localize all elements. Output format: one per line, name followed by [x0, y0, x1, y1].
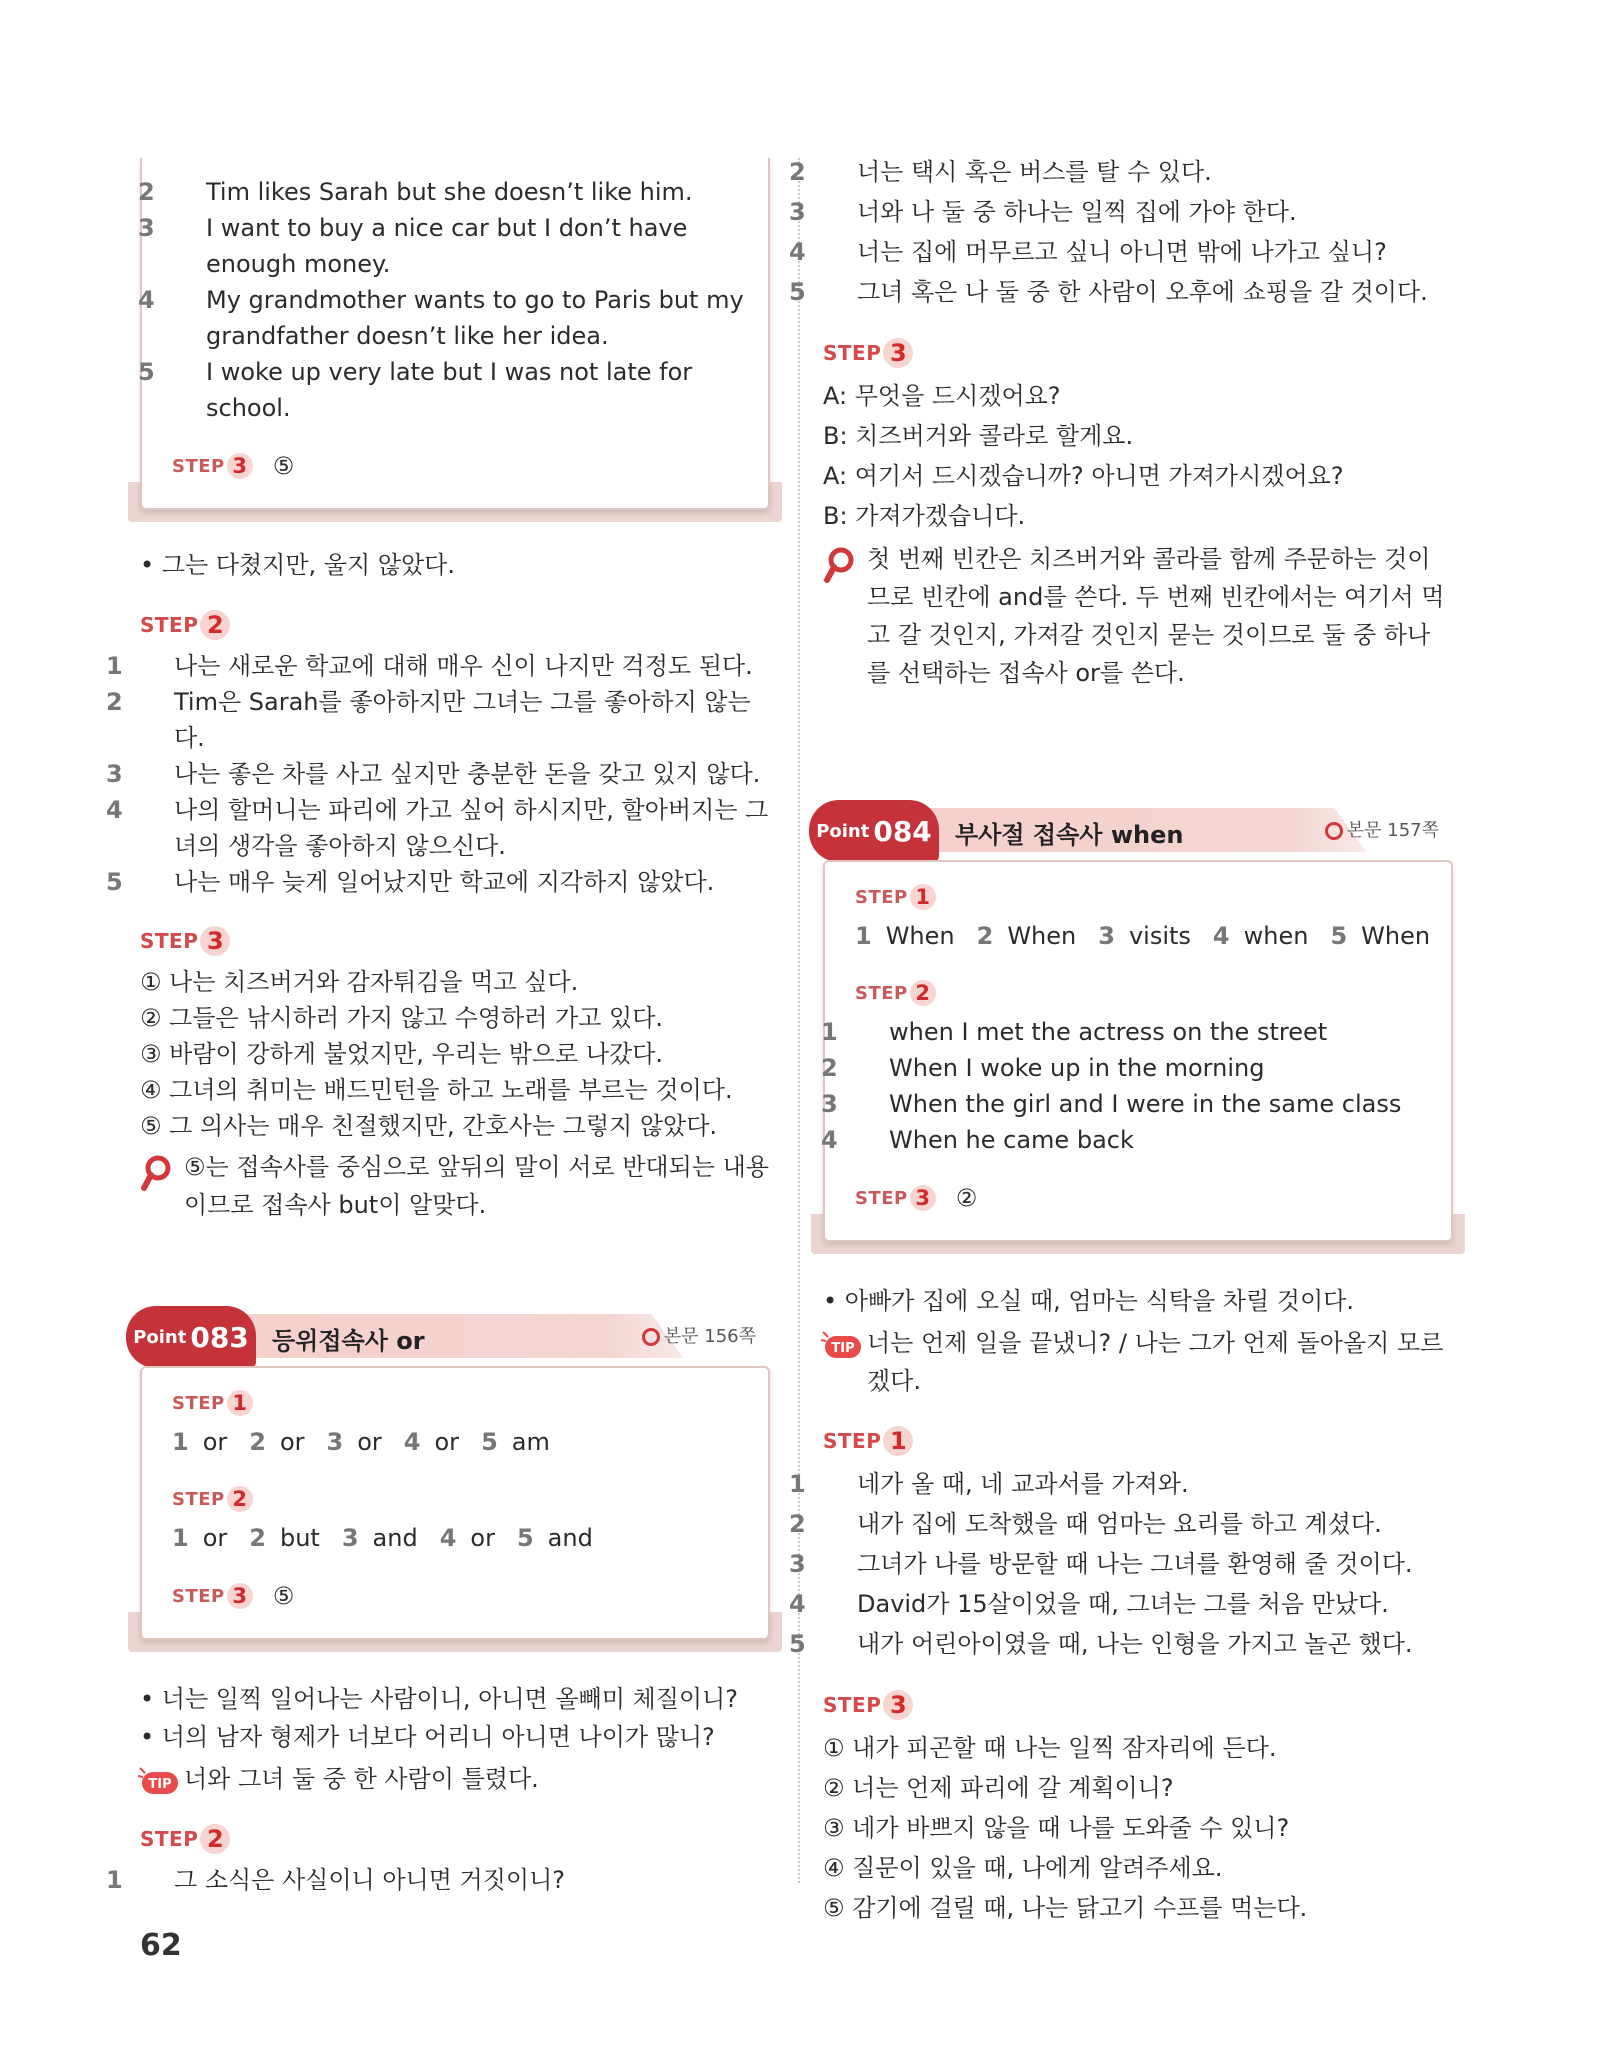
- list-item: 1 when I met the actress on the street: [821, 1018, 1328, 1046]
- bullet-text: • 너는 일찍 일어나는 사람이니, 아니면 올빼미 체질이니?: [140, 1680, 770, 1718]
- answer-row: 1 or 2 but 3 and 4 or 5 and: [172, 1524, 593, 1552]
- reference-dot-icon: [1325, 822, 1343, 840]
- answer-row: 1 When 2 When 3 visits 4 when 5 When: [855, 922, 1431, 950]
- list-item: ② 너는 언제 파리에 갈 계획이니?: [823, 1774, 1174, 1802]
- step-label: STEP 2: [172, 1486, 746, 1512]
- step-label: STEP 3 ⑤: [172, 452, 295, 480]
- list-item: 1 그 소식은 사실이니 아니면 거짓이니?: [106, 1866, 566, 1894]
- step-label: STEP 3 ②: [855, 1184, 978, 1212]
- point-title: 등위접속사 or: [272, 1327, 425, 1355]
- step-answer: ⑤: [272, 452, 295, 480]
- list-item: 3 나는 좋은 차를 사고 싶지만 충분한 돈을 갖고 있지 않다.: [106, 760, 761, 788]
- step-label: STEP 3: [823, 1690, 1453, 1720]
- list-item: 4 My grandmother wants to go to Paris but my grandfather doesn’t like her idea.: [138, 286, 744, 350]
- explanation-note: 첫 번째 빈칸은 치즈버거와 콜라를 함께 주문하는 것이므로 빈칸에 and를 쓴다. 두 번째 빈칸에서는 여기서 먹고 갈 것인지, 가져갈 것인지 묻는 것이므로 둘 중 하나를 선택하는 접속사 or를 쓴다.: [823, 540, 1453, 692]
- list-item: 2 When I woke up in the morning: [821, 1054, 1265, 1082]
- svg-text:TIP: TIP: [831, 1341, 855, 1356]
- step-answer: ②: [955, 1184, 978, 1212]
- magnifier-icon: [823, 546, 857, 586]
- bullet-text: • 아빠가 집에 오실 때, 엄마는 식탁을 차릴 것이다.: [823, 1282, 1453, 1320]
- explanation-note: ⑤는 접속사를 중심으로 앞뒤의 말이 서로 반대되는 내용이므로 접속사 but이 알맞다.: [140, 1148, 770, 1224]
- answer-row: 1 or 2 or 3 or 4 or 5 am: [172, 1428, 550, 1456]
- tip-icon: [819, 1330, 863, 1360]
- point-header: [133, 1306, 770, 1368]
- tip-icon: [136, 1766, 180, 1796]
- answer-card-top: [140, 158, 770, 510]
- list-item: 5 그녀 혹은 나 둘 중 한 사람이 오후에 쇼핑을 갈 것이다.: [789, 278, 1428, 306]
- list-item: ⑤ 감기에 걸릴 때, 나는 닭고기 수프를 먹는다.: [823, 1894, 1308, 1922]
- list-item: ③ 바람이 강하게 불었지만, 우리는 밖으로 나갔다.: [140, 1040, 664, 1068]
- step-label: STEP 2: [140, 610, 770, 640]
- list-item: ③ 네가 바쁘지 않을 때 나를 도와줄 수 있니?: [823, 1814, 1290, 1842]
- list-item: 4 너는 집에 머무르고 싶니 아니면 밖에 나가고 싶니?: [789, 238, 1387, 266]
- left-column: [106, 158, 770, 1898]
- point-badge: Point 083: [126, 1306, 256, 1368]
- list-item: 1 네가 올 때, 네 교과서를 가져와.: [789, 1470, 1189, 1498]
- answer-card-083: [140, 1366, 770, 1640]
- step-answer: ⑤: [272, 1582, 295, 1610]
- answer-card-084: [823, 860, 1453, 1242]
- list-item: 3 I want to buy a nice car but I don’t have enough money.: [138, 214, 688, 278]
- list-item: ⑤ 그 의사는 매우 친절했지만, 간호사는 그렇지 않았다.: [140, 1112, 718, 1140]
- list-item: 3 너와 나 둘 중 하나는 일찍 집에 가야 한다.: [789, 198, 1297, 226]
- step-label: STEP 3: [823, 338, 1453, 368]
- step-label: STEP 1: [823, 1426, 1453, 1456]
- dialogue-line: B: 가져가겠습니다.: [823, 502, 1026, 530]
- list-item: 3 When the girl and I were in the same class: [821, 1090, 1402, 1118]
- list-item: 4 When he came back: [821, 1126, 1134, 1154]
- page-number: 62: [140, 1928, 182, 1963]
- point-header: [816, 800, 1453, 862]
- list-item: 4 나의 할머니는 파리에 가고 싶어 하시지만, 할아버지는 그녀의 생각을 좋아하지 않으신다.: [106, 796, 769, 860]
- list-item: 5 I woke up very late but I was not late for school.: [138, 358, 693, 422]
- list-item: 2 Tim은 Sarah를 좋아하지만 그녀는 그를 좋아하지 않는다.: [106, 688, 751, 752]
- step-label: STEP 1: [855, 884, 1429, 910]
- right-column: [789, 152, 1453, 1928]
- list-item: ④ 그녀의 취미는 배드민턴을 하고 노래를 부르는 것이다.: [140, 1076, 733, 1104]
- list-item: ① 내가 피곤할 때 나는 일찍 잠자리에 든다.: [823, 1734, 1277, 1762]
- step-label: STEP 3 ⑤: [172, 1582, 295, 1610]
- list-item: 3 그녀가 나를 방문할 때 나는 그녀를 환영해 줄 것이다.: [789, 1550, 1413, 1578]
- step-label: STEP 2: [140, 1824, 770, 1854]
- list-item: 4 David가 15살이었을 때, 그녀는 그를 처음 만났다.: [789, 1590, 1389, 1618]
- list-item: ② 그들은 낚시하러 가지 않고 수영하러 가고 있다.: [140, 1004, 664, 1032]
- list-item: 2 내가 집에 도착했을 때 엄마는 요리를 하고 계셨다.: [789, 1510, 1382, 1538]
- list-item: 2 너는 택시 혹은 버스를 탈 수 있다.: [789, 158, 1212, 186]
- step-label: STEP 2: [855, 980, 1429, 1006]
- step-label: STEP 1: [172, 1390, 746, 1416]
- page-reference: 본문 157쪽: [1325, 816, 1439, 842]
- svg-text:TIP: TIP: [148, 1777, 172, 1792]
- tip-note: TIP 너는 언제 일을 끝냈니? / 나는 그가 언제 돌아올지 모르겠다.: [823, 1324, 1453, 1400]
- magnifier-icon: [140, 1154, 174, 1194]
- list-item: 5 내가 어린아이였을 때, 나는 인형을 가지고 놀곤 했다.: [789, 1630, 1413, 1658]
- reference-dot-icon: [642, 1328, 660, 1346]
- bullet-text: • 너의 남자 형제가 너보다 어리니 아니면 나이가 많니?: [140, 1718, 770, 1756]
- dialogue-line: B: 치즈버거와 콜라로 할게요.: [823, 422, 1134, 450]
- dialogue-line: A: 여기서 드시겠습니까? 아니면 가져가시겠어요?: [823, 462, 1344, 490]
- point-badge: Point 084: [809, 800, 939, 862]
- bullet-text: • 그는 다쳤지만, 울지 않았다.: [140, 546, 770, 584]
- point-title: 부사절 접속사 when: [955, 821, 1184, 849]
- list-item: 2 Tim likes Sarah but she doesn’t like him.: [138, 178, 693, 206]
- page-reference: 본문 156쪽: [642, 1322, 756, 1348]
- list-item: ① 나는 치즈버거와 감자튀김을 먹고 싶다.: [140, 968, 579, 996]
- tip-note: TIP 너와 그녀 둘 중 한 사람이 틀렸다.: [140, 1760, 770, 1798]
- list-item: 1 나는 새로운 학교에 대해 매우 신이 나지만 걱정도 된다.: [106, 652, 753, 680]
- dialogue-line: A: 무엇을 드시겠어요?: [823, 382, 1061, 410]
- list-item: 5 나는 매우 늦게 일어났지만 학교에 지각하지 않았다.: [106, 868, 715, 896]
- list-item: ④ 질문이 있을 때, 나에게 알려주세요.: [823, 1854, 1223, 1882]
- step-label: STEP 3: [140, 926, 770, 956]
